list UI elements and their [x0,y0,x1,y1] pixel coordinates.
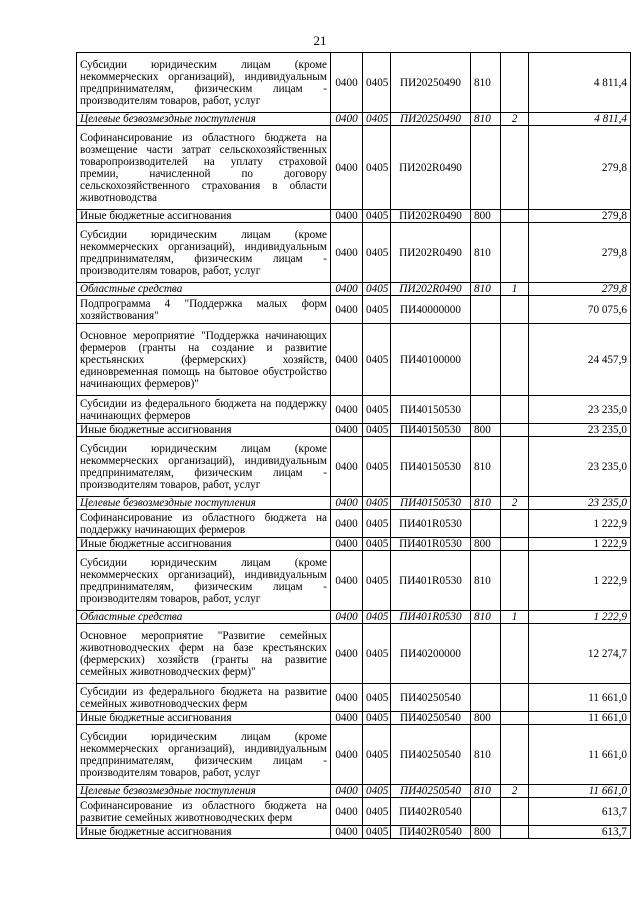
funding-source-cell [501,684,529,712]
section-code-cell: 0400 [331,712,363,725]
row-name-cell: Основное мероприятие "Поддержка начинающих фермеров (гранты на создание и развитие крестьянских (фермерских) хозяйств, единовременная помощь на бытовое обустройство начинающих фермеров)" [77,324,331,396]
subsection-code-cell: 0405 [363,510,391,538]
target-article-cell: ПИ20250490 [391,113,471,126]
row-name-cell: Иные бюджетные ассигнования [77,210,331,223]
target-article-cell: ПИ401R0530 [391,551,471,611]
funding-source-cell [501,538,529,551]
table-row [77,712,631,725]
subsection-code-cell: 0405 [363,785,391,798]
expense-type-cell [471,798,501,826]
expense-type-cell: 800 [471,712,501,725]
amount-cell: 1 222,9 [529,551,631,611]
subsection-code-cell: 0405 [363,210,391,223]
row-name-cell: Иные бюджетные ассигнования [77,826,331,839]
funding-source-cell [501,396,529,424]
subsection-code-cell: 0405 [363,712,391,725]
expense-type-cell [471,684,501,712]
funding-source-cell: 2 [501,113,529,126]
row-name-cell: Иные бюджетные ассигнования [77,538,331,551]
amount-cell: 279,8 [529,210,631,223]
section-code-cell: 0400 [331,826,363,839]
target-article-cell: ПИ202R0490 [391,126,471,210]
target-article-cell: ПИ40250540 [391,725,471,785]
target-article-cell: ПИ202R0490 [391,283,471,296]
table-row [77,424,631,437]
amount-cell: 279,8 [529,283,631,296]
expense-type-cell [471,510,501,538]
row-name-cell: Субсидии юридическим лицам (кроме некоммерческих организаций), индивидуальным предпринимателям, физическим лицам - производителям товаров, работ, услуг [77,725,331,785]
table-row [77,826,631,839]
table-row [77,624,631,684]
subsection-code-cell: 0405 [363,437,391,497]
row-name-cell: Софинансирование из областного бюджета на поддержку начинающих фермеров [77,510,331,538]
amount-cell: 23 235,0 [529,437,631,497]
subsection-code-cell: 0405 [363,424,391,437]
section-code-cell: 0400 [331,113,363,126]
row-name-cell: Субсидии юридическим лицам (кроме некоммерческих организаций), индивидуальным предпринимателям, физическим лицам - производителям товаров, работ, услуг [77,223,331,283]
section-code-cell: 0400 [331,624,363,684]
row-name-cell: Целевые безвозмездные поступления [77,113,331,126]
target-article-cell: ПИ40000000 [391,296,471,324]
target-article-cell: ПИ40200000 [391,624,471,684]
expense-type-cell: 810 [471,497,501,510]
section-code-cell: 0400 [331,611,363,624]
subsection-code-cell: 0405 [363,684,391,712]
amount-cell: 24 457,9 [529,324,631,396]
expense-type-cell: 800 [471,424,501,437]
row-name-cell: Областные средства [77,283,331,296]
funding-source-cell [501,826,529,839]
row-name-cell: Софинансирование из областного бюджета на возмещение части затрат сельскохозяйственных товаропроизводителей на уплату страховой премии, начисленной по договору сельскохозяйственного страхования в области животноводства [77,126,331,210]
subsection-code-cell: 0405 [363,126,391,210]
row-name-cell: Софинансирование из областного бюджета на развитие семейных животноводческих ферм [77,798,331,826]
section-code-cell: 0400 [331,725,363,785]
expense-type-cell: 810 [471,223,501,283]
expense-type-cell: 800 [471,538,501,551]
section-code-cell: 0400 [331,551,363,611]
section-code-cell: 0400 [331,798,363,826]
target-article-cell: ПИ40150530 [391,396,471,424]
subsection-code-cell: 0405 [363,551,391,611]
table-row [77,210,631,223]
target-article-cell: ПИ40250540 [391,785,471,798]
funding-source-cell [501,551,529,611]
funding-source-cell [501,424,529,437]
amount-cell: 4 811,4 [529,113,631,126]
expense-type-cell: 810 [471,113,501,126]
subsection-code-cell: 0405 [363,497,391,510]
row-name-cell: Субсидии юридическим лицам (кроме некоммерческих организаций), индивидуальным предпринимателям, физическим лицам - производителям товаров, работ, услуг [77,551,331,611]
expense-type-cell: 800 [471,210,501,223]
table-row [77,126,631,210]
section-code-cell: 0400 [331,396,363,424]
table-row [77,725,631,785]
table-body [77,53,631,839]
amount-cell: 12 274,7 [529,624,631,684]
amount-cell: 613,7 [529,826,631,839]
amount-cell: 23 235,0 [529,396,631,424]
amount-cell: 4 811,4 [529,53,631,113]
row-name-cell: Иные бюджетные ассигнования [77,712,331,725]
subsection-code-cell: 0405 [363,624,391,684]
funding-source-cell: 1 [501,283,529,296]
funding-source-cell: 2 [501,785,529,798]
table-row [77,510,631,538]
expense-type-cell: 810 [471,551,501,611]
amount-cell: 70 075,6 [529,296,631,324]
section-code-cell: 0400 [331,223,363,283]
target-article-cell: ПИ401R0530 [391,538,471,551]
amount-cell: 613,7 [529,798,631,826]
row-name-cell: Субсидии юридическим лицам (кроме некоммерческих организаций), индивидуальным предпринимателям, физическим лицам - производителям товаров, работ, услуг [77,437,331,497]
expense-type-cell [471,296,501,324]
target-article-cell: ПИ40250540 [391,684,471,712]
section-code-cell: 0400 [331,497,363,510]
target-article-cell: ПИ401R0530 [391,611,471,624]
target-article-cell: ПИ40250540 [391,712,471,725]
funding-source-cell [501,624,529,684]
row-name-cell: Субсидии из федерального бюджета на поддержку начинающих фермеров [77,396,331,424]
subsection-code-cell: 0405 [363,826,391,839]
row-name-cell: Подпрограмма 4 "Поддержка малых форм хозяйствования" [77,296,331,324]
expense-type-cell: 810 [471,611,501,624]
section-code-cell: 0400 [331,684,363,712]
subsection-code-cell: 0405 [363,725,391,785]
subsection-code-cell: 0405 [363,296,391,324]
subsection-code-cell: 0405 [363,396,391,424]
table-row [77,684,631,712]
subsection-code-cell: 0405 [363,324,391,396]
table-row [77,611,631,624]
section-code-cell: 0400 [331,324,363,396]
target-article-cell: ПИ40150530 [391,424,471,437]
table-row [77,223,631,283]
expense-type-cell: 800 [471,826,501,839]
row-name-cell: Субсидии юридическим лицам (кроме некоммерческих организаций), индивидуальным предпринимателям, физическим лицам - производителям товаров, работ, услуг [77,53,331,113]
subsection-code-cell: 0405 [363,283,391,296]
funding-source-cell [501,510,529,538]
table-row [77,785,631,798]
table-row [77,538,631,551]
target-article-cell: ПИ40150530 [391,497,471,510]
expense-type-cell [471,396,501,424]
amount-cell: 1 222,9 [529,611,631,624]
target-article-cell: ПИ202R0490 [391,223,471,283]
funding-source-cell [501,53,529,113]
section-code-cell: 0400 [331,296,363,324]
funding-source-cell [501,437,529,497]
amount-cell: 11 661,0 [529,684,631,712]
target-article-cell: ПИ401R0530 [391,510,471,538]
section-code-cell: 0400 [331,785,363,798]
table-row [77,296,631,324]
section-code-cell: 0400 [331,437,363,497]
target-article-cell: ПИ20250490 [391,53,471,113]
amount-cell: 23 235,0 [529,424,631,437]
amount-cell: 1 222,9 [529,538,631,551]
expense-type-cell: 810 [471,725,501,785]
funding-source-cell [501,126,529,210]
funding-source-cell [501,210,529,223]
amount-cell: 279,8 [529,126,631,210]
expense-type-cell [471,126,501,210]
target-article-cell: ПИ40150530 [391,437,471,497]
amount-cell: 11 661,0 [529,725,631,785]
funding-source-cell [501,725,529,785]
funding-source-cell: 2 [501,497,529,510]
table-row [77,396,631,424]
table-row [77,798,631,826]
funding-source-cell: 1 [501,611,529,624]
section-code-cell: 0400 [331,53,363,113]
row-name-cell: Основное мероприятие "Развитие семейных животноводческих ферм на базе крестьянских (фермерских) хозяйств (гранты на развитие семейных животноводческих ферм)" [77,624,331,684]
section-code-cell: 0400 [331,210,363,223]
row-name-cell: Иные бюджетные ассигнования [77,424,331,437]
target-article-cell: ПИ202R0490 [391,210,471,223]
section-code-cell: 0400 [331,126,363,210]
row-name-cell: Целевые безвозмездные поступления [77,785,331,798]
target-article-cell: ПИ40100000 [391,324,471,396]
subsection-code-cell: 0405 [363,611,391,624]
subsection-code-cell: 0405 [363,53,391,113]
target-article-cell: ПИ402R0540 [391,798,471,826]
expense-type-cell: 810 [471,283,501,296]
section-code-cell: 0400 [331,424,363,437]
amount-cell: 23 235,0 [529,497,631,510]
funding-source-cell [501,324,529,396]
funding-source-cell [501,296,529,324]
table-row [77,113,631,126]
row-name-cell: Областные средства [77,611,331,624]
amount-cell: 279,8 [529,223,631,283]
subsection-code-cell: 0405 [363,538,391,551]
expense-type-cell: 810 [471,53,501,113]
funding-source-cell [501,798,529,826]
target-article-cell: ПИ402R0540 [391,826,471,839]
table-row [77,324,631,396]
subsection-code-cell: 0405 [363,223,391,283]
amount-cell: 11 661,0 [529,712,631,725]
row-name-cell: Целевые безвозмездные поступления [77,497,331,510]
subsection-code-cell: 0405 [363,798,391,826]
table-row [77,53,631,113]
amount-cell: 11 661,0 [529,785,631,798]
subsection-code-cell: 0405 [363,113,391,126]
section-code-cell: 0400 [331,510,363,538]
expense-type-cell [471,324,501,396]
amount-cell: 1 222,9 [529,510,631,538]
row-name-cell: Субсидии из федерального бюджета на развитие семейных животноводческих ферм [77,684,331,712]
section-code-cell: 0400 [331,283,363,296]
table-row [77,283,631,296]
expense-type-cell [471,624,501,684]
table-row [77,497,631,510]
funding-source-cell [501,712,529,725]
table-row [77,437,631,497]
funding-source-cell [501,223,529,283]
expense-type-cell: 810 [471,437,501,497]
table-row [77,551,631,611]
page-number: 21 [313,33,327,48]
expense-type-cell: 810 [471,785,501,798]
budget-table [76,52,631,839]
section-code-cell: 0400 [331,538,363,551]
